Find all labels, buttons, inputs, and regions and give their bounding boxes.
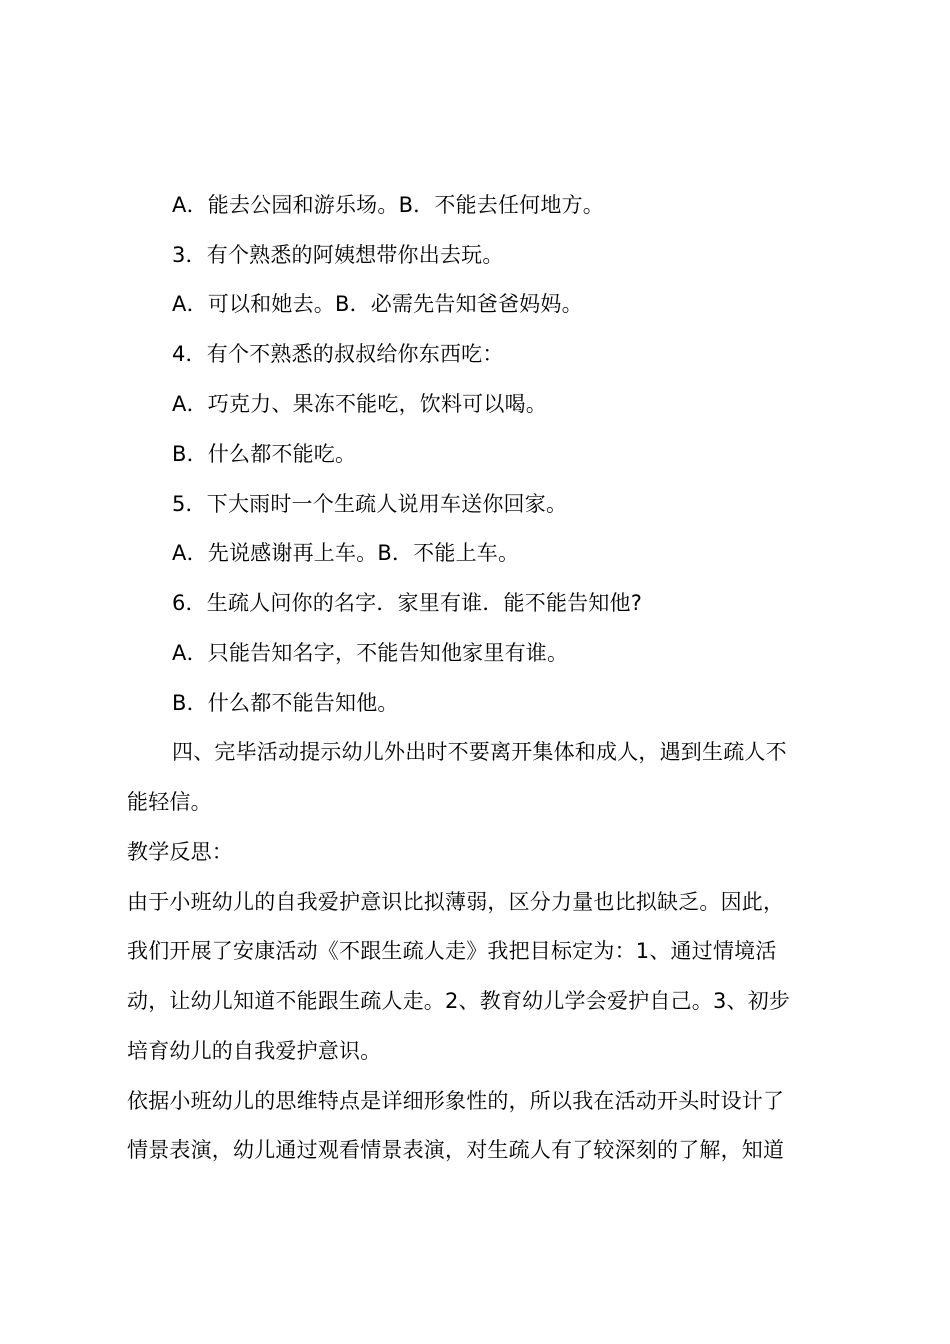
option-line: A．能去公园和游乐场。B．不能去任何地方。 <box>172 193 604 217</box>
paragraph-line: 能轻信。 <box>127 790 212 814</box>
question-line: 5．下大雨时一个生疏人说用车送你回家。 <box>172 492 568 516</box>
option-line: A．只能告知名字，不能告知他家里有谁。 <box>172 641 569 665</box>
paragraph-line: 四、完毕活动提示幼儿外出时不要离开集体和成人，遇到生疏人不 <box>172 740 787 764</box>
option-line: A．可以和她去。B．必需先告知爸爸妈妈。 <box>172 292 583 316</box>
section-heading: 教学反思： <box>127 840 233 864</box>
paragraph-line: 情景表演，幼儿通过观看情景表演，对生疏人有了较深刻的了解，知道 <box>127 1138 785 1162</box>
option-line: B．什么都不能告知他。 <box>172 691 399 715</box>
question-line: 6．生疏人问你的名字．家里有谁．能不能告知他? <box>172 591 643 615</box>
paragraph-line: 我们开展了安康活动《不跟生疏人走》我把目标定为：1、通过情境活 <box>127 939 777 963</box>
paragraph-line: 由于小班幼儿的自我爱护意识比拟薄弱，区分力量也比拟缺乏。因此， <box>127 890 785 914</box>
paragraph-line: 动，让幼儿知道不能跟生疏人走。2、教育幼儿学会爱护自己。3、初步 <box>127 989 791 1013</box>
paragraph-line: 依据小班幼儿的思维特点是详细形象性的，所以我在活动开头时设计了 <box>127 1089 785 1113</box>
option-line: B．什么都不能吃。 <box>172 442 357 466</box>
question-line: 3．有个熟悉的阿姨想带你出去玩。 <box>172 243 504 267</box>
question-line: 4．有个不熟悉的叔叔给你东西吃： <box>172 342 504 366</box>
option-line: A．先说感谢再上车。B．不能上车。 <box>172 541 520 565</box>
option-line: A．巧克力、果冻不能吃，饮料可以喝。 <box>172 392 547 416</box>
paragraph-line: 培育幼儿的自我爱护意识。 <box>127 1039 382 1063</box>
